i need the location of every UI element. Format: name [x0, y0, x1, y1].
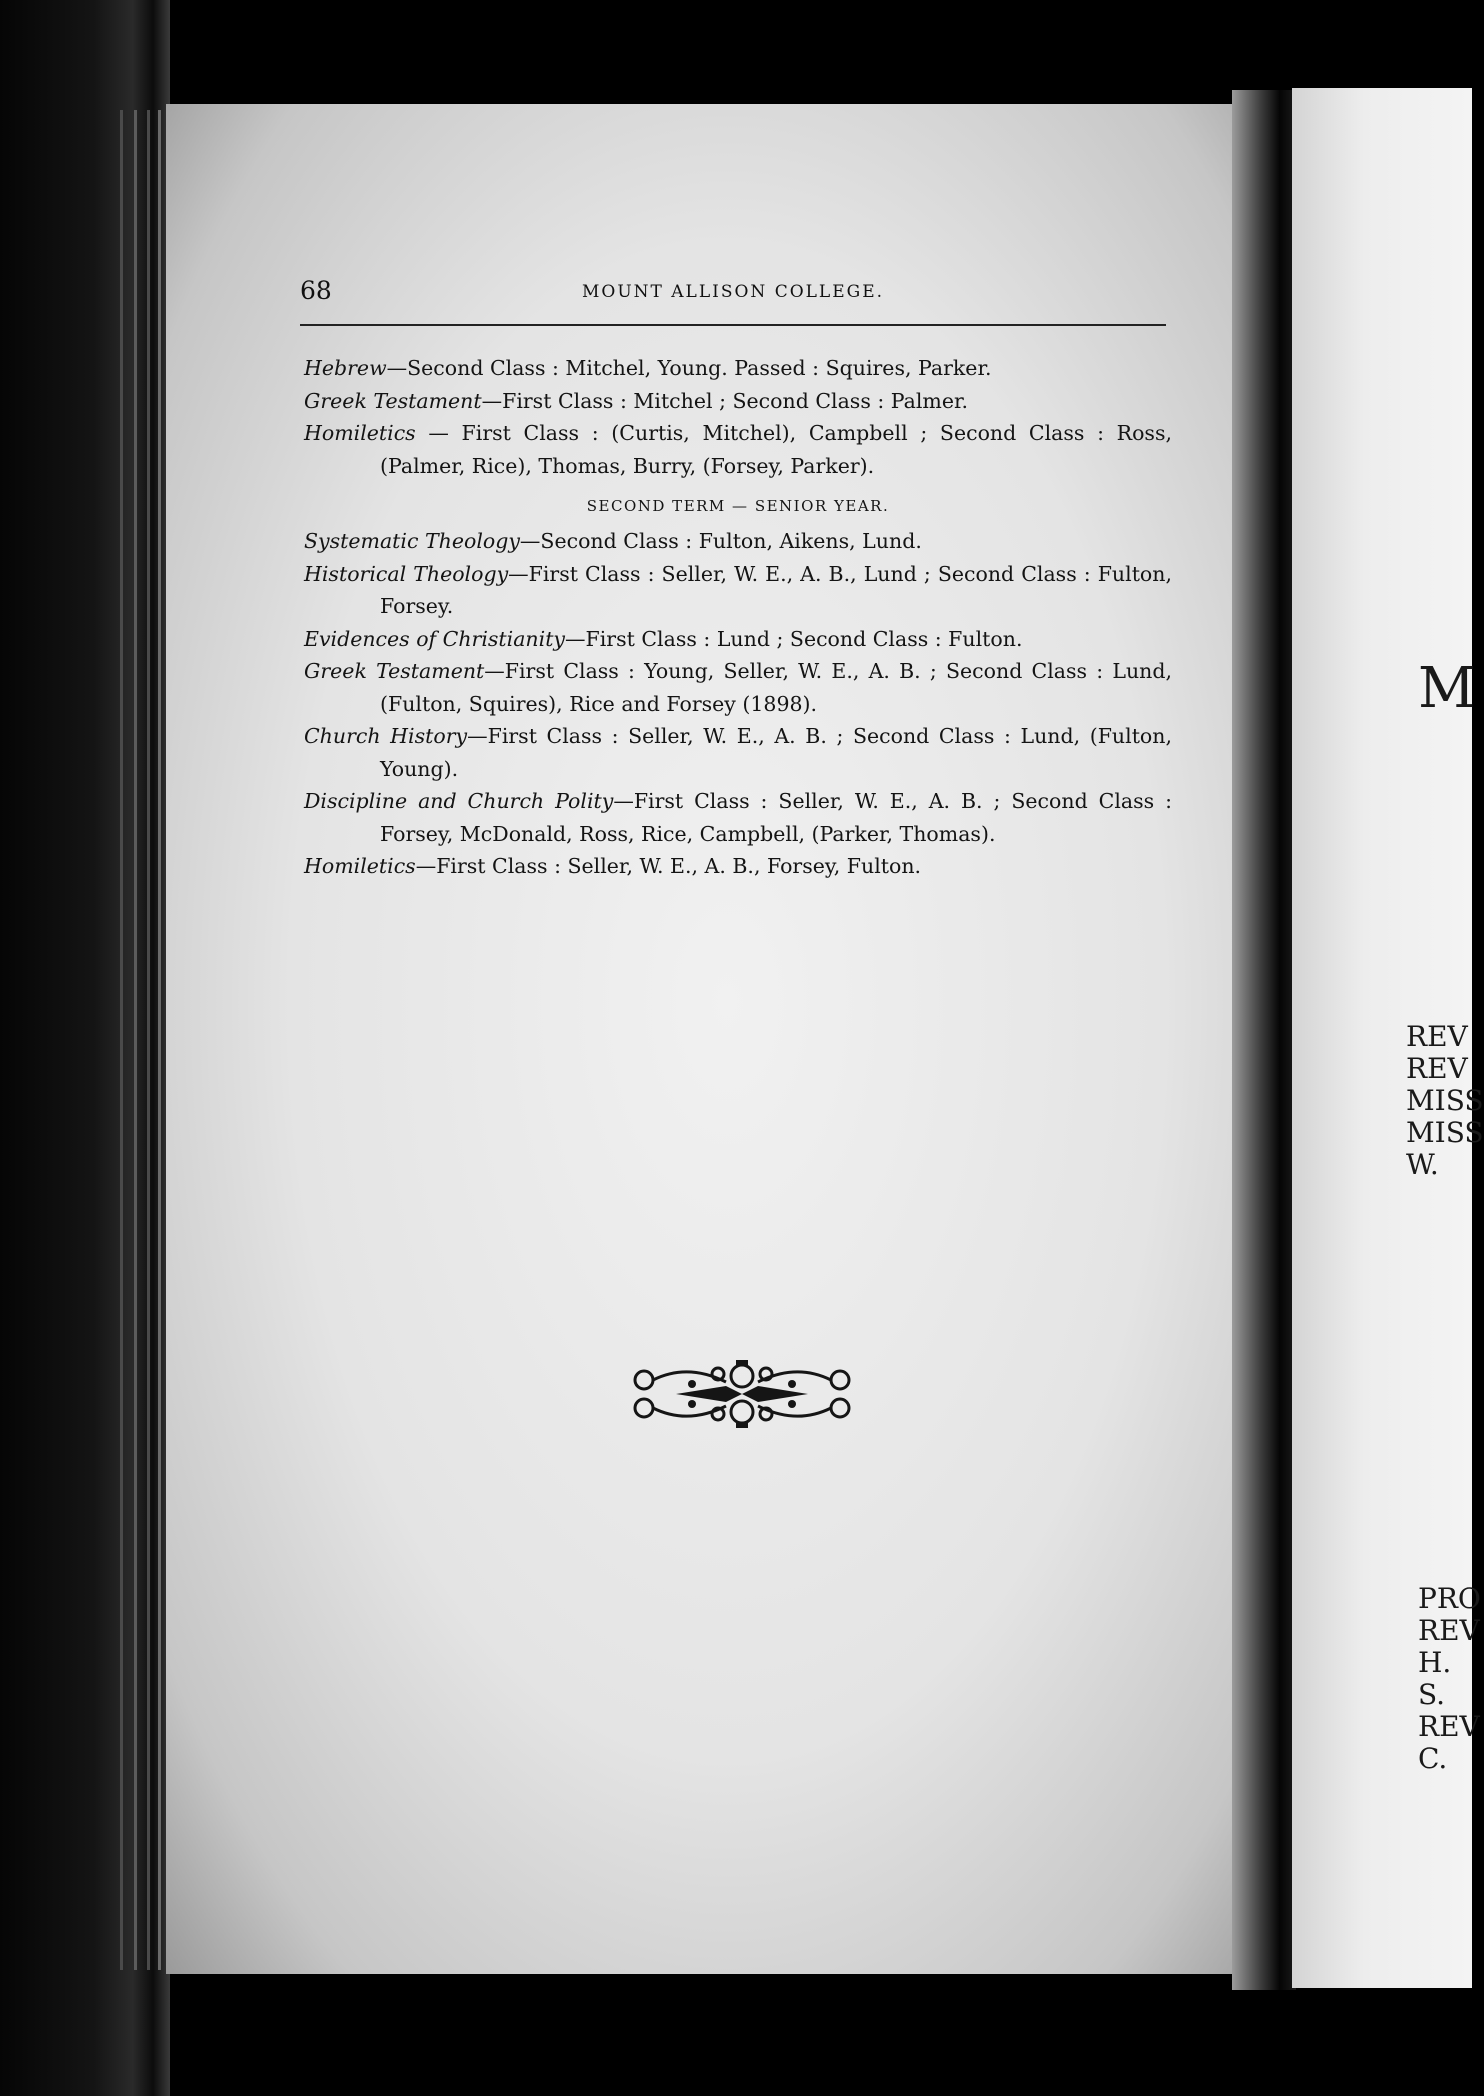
result-text: —First Class : Young, Seller, W. E., A. B. ; Second Class : Lund, (Fulton, Squires), Rice and Forsey (1898). — [380, 659, 1172, 716]
result-entry — [304, 623, 1172, 656]
result-entry — [304, 785, 1172, 850]
second-term-entries — [304, 525, 1172, 883]
result-entry — [304, 385, 1172, 418]
opposite-page-line: H. — [1418, 1646, 1452, 1679]
opposite-page-line: REV — [1406, 1020, 1468, 1053]
printer-ornament-icon — [626, 1352, 858, 1436]
subject-name: Homiletics — [304, 421, 416, 445]
opposite-page-line: W. — [1406, 1148, 1439, 1181]
header-rule — [300, 324, 1166, 326]
result-entry — [304, 655, 1172, 720]
subject-name: Homiletics — [304, 854, 416, 878]
subject-name: Historical Theology — [304, 561, 509, 586]
opposite-page-line: REV — [1406, 1052, 1468, 1085]
page-number: 68 — [300, 276, 332, 305]
first-term-entries — [304, 352, 1172, 482]
opposite-page-line: PRO — [1418, 1582, 1481, 1615]
running-head — [300, 276, 1166, 310]
result-text: —First Class : Seller, W. E., A. B., Lund ; Second Class : Fulton, Forsey. — [380, 561, 1172, 618]
opposite-page-initial: M — [1418, 656, 1476, 721]
result-entry — [304, 720, 1172, 785]
subject-name: Church History — [304, 724, 468, 748]
result-entry — [304, 850, 1172, 883]
subject-name: Discipline and Church Polity — [304, 789, 614, 813]
page-edge-line — [158, 110, 161, 1970]
book-page-edges — [0, 0, 170, 2096]
subject-name: Greek Testament — [304, 659, 485, 683]
opposite-page-line: REV — [1418, 1614, 1480, 1647]
result-text: —First Class : Lund ; Second Class : Fulton. — [565, 626, 1023, 651]
page-edge-line — [134, 110, 137, 1970]
result-text: — First Class : (Curtis, Mitchel), Campbell ; Second Class : Ross, (Palmer, Rice), Thomas, Burry, (Forsey, Parker). — [380, 421, 1172, 478]
result-entry — [304, 417, 1172, 482]
subject-name: Greek Testament — [304, 388, 482, 413]
result-text: —First Class : Seller, W. E., A. B. ; Second Class : Forsey, McDonald, Ross, Rice, Campbell, (Parker, Thomas). — [380, 789, 1172, 846]
book-gutter — [1232, 90, 1296, 1990]
subject-name: Hebrew — [304, 356, 387, 380]
result-text: —Second Class : Mitchel, Young. Passed : Squires, Parker. — [386, 356, 992, 380]
subject-name: Evidences of Christianity — [304, 626, 566, 651]
opposite-page-line: REV — [1418, 1710, 1480, 1743]
opposite-page-line: C. — [1418, 1742, 1448, 1775]
result-entry — [304, 352, 1172, 385]
section-heading: SECOND TERM — SENIOR YEAR. — [586, 497, 890, 515]
opposite-page-line: MISS — [1406, 1116, 1484, 1149]
result-text: —First Class : Seller, W. E., A. B., Forsey, Fulton. — [415, 854, 922, 878]
result-text: —First Class : Mitchel ; Second Class : Palmer. — [481, 388, 969, 413]
subject-name: Systematic Theology — [304, 529, 520, 553]
running-head-title: MOUNT ALLISON COLLEGE. — [581, 282, 885, 302]
result-entry — [304, 525, 1172, 558]
opposite-page-line: MISS — [1406, 1084, 1484, 1117]
result-text: —Second Class : Fulton, Aikens, Lund. — [519, 529, 922, 553]
page-edge-line — [147, 110, 150, 1970]
result-entry — [304, 558, 1172, 623]
result-text: —First Class : Seller, W. E., A. B. ; Second Class : Lund, (Fulton, Young). — [380, 724, 1172, 781]
opposite-page-line: S. — [1418, 1678, 1446, 1711]
page-edge-line — [120, 110, 123, 1970]
exam-results-text — [304, 352, 1172, 883]
